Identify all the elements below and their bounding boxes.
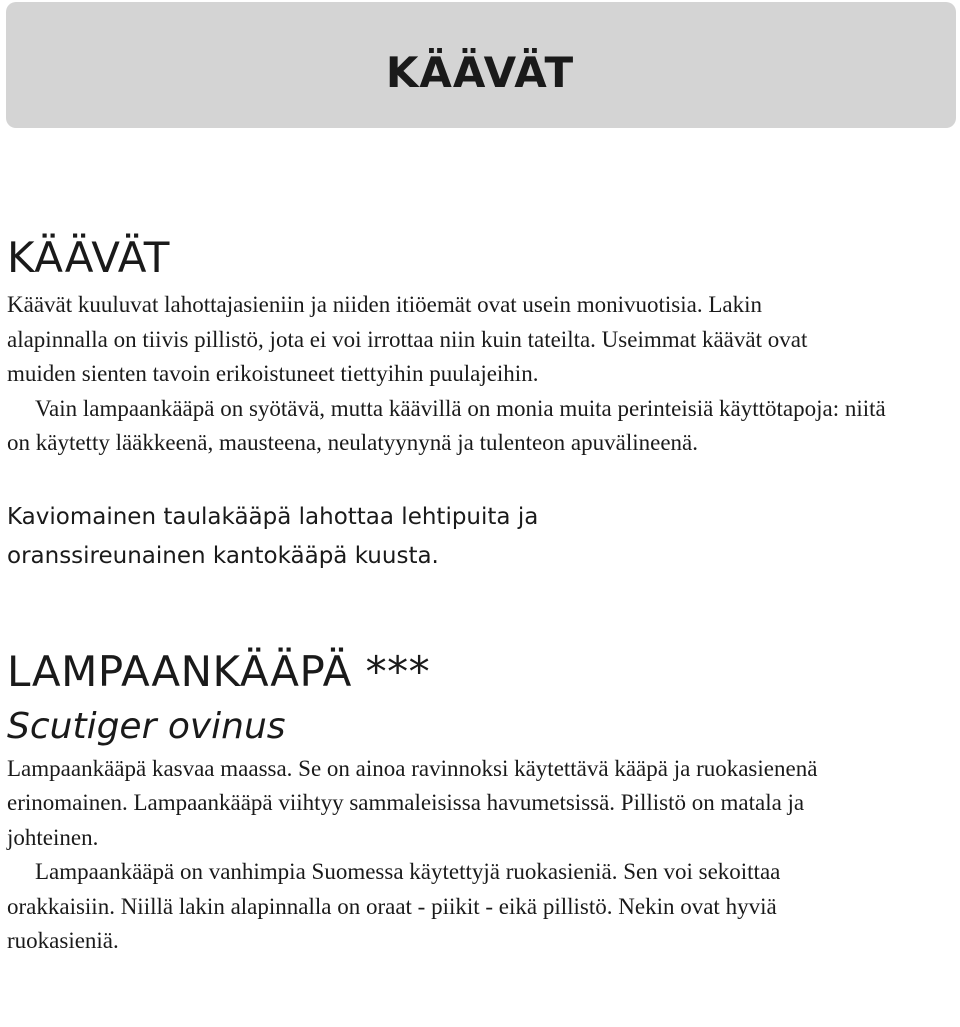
intro-paragraph: Käävät kuuluvat lahottajasieniin ja niiden itiöemät ovat usein monivuotisia. Lakin alapinnalla on tiivis pillistö, jota ei voi irrottaa niin kuin tateilta. Useimmat käävät ovat muiden sienten tavoin erikoistuneet tiettyihin puulajeihin.: [7, 292, 808, 386]
document-body: [7, 228, 907, 959]
decay-paragraph: Kaviomainen taulakääpä lahottaa lehtipuita ja oranssireunainen kantokääpä kuusta.: [7, 503, 539, 569]
description-paragraph: Lampaankääpä kasvaa maassa. Se on ainoa ravinnoksi käytettävä kääpä ja ruokasienenä erinomainen. Lampaankääpä viihtyy sammaleisissa havumetsissä. Pillistö on matala ja johteinen.: [7, 755, 818, 850]
page-title: KÄÄVÄT: [385, 48, 575, 97]
latin-name: Scutiger ovinus: [7, 705, 286, 747]
section-heading-lampaankaapa: LAMPAANKÄÄPÄ ***: [7, 646, 431, 696]
history-paragraph: Lampaankääpä on vanhimpia Suomessa käytettyjä ruokasieniä. Sen voi sekoittaa orakkaisiin. Niillä lakin alapinnalla on oraat - piikit - eikä pillistö. Nekin ovat hyviä ruokasieniä.: [7, 859, 781, 953]
section-heading-kaavat: KÄÄVÄT: [7, 233, 170, 282]
uses-paragraph: Vain lampaankääpä on syötävä, mutta käävillä on monia muita perinteisiä käyttötapoja: niitä on käytetty lääkkeenä, mausteena, neulatyynynä ja tulenteon apuvälineenä.: [7, 395, 886, 455]
